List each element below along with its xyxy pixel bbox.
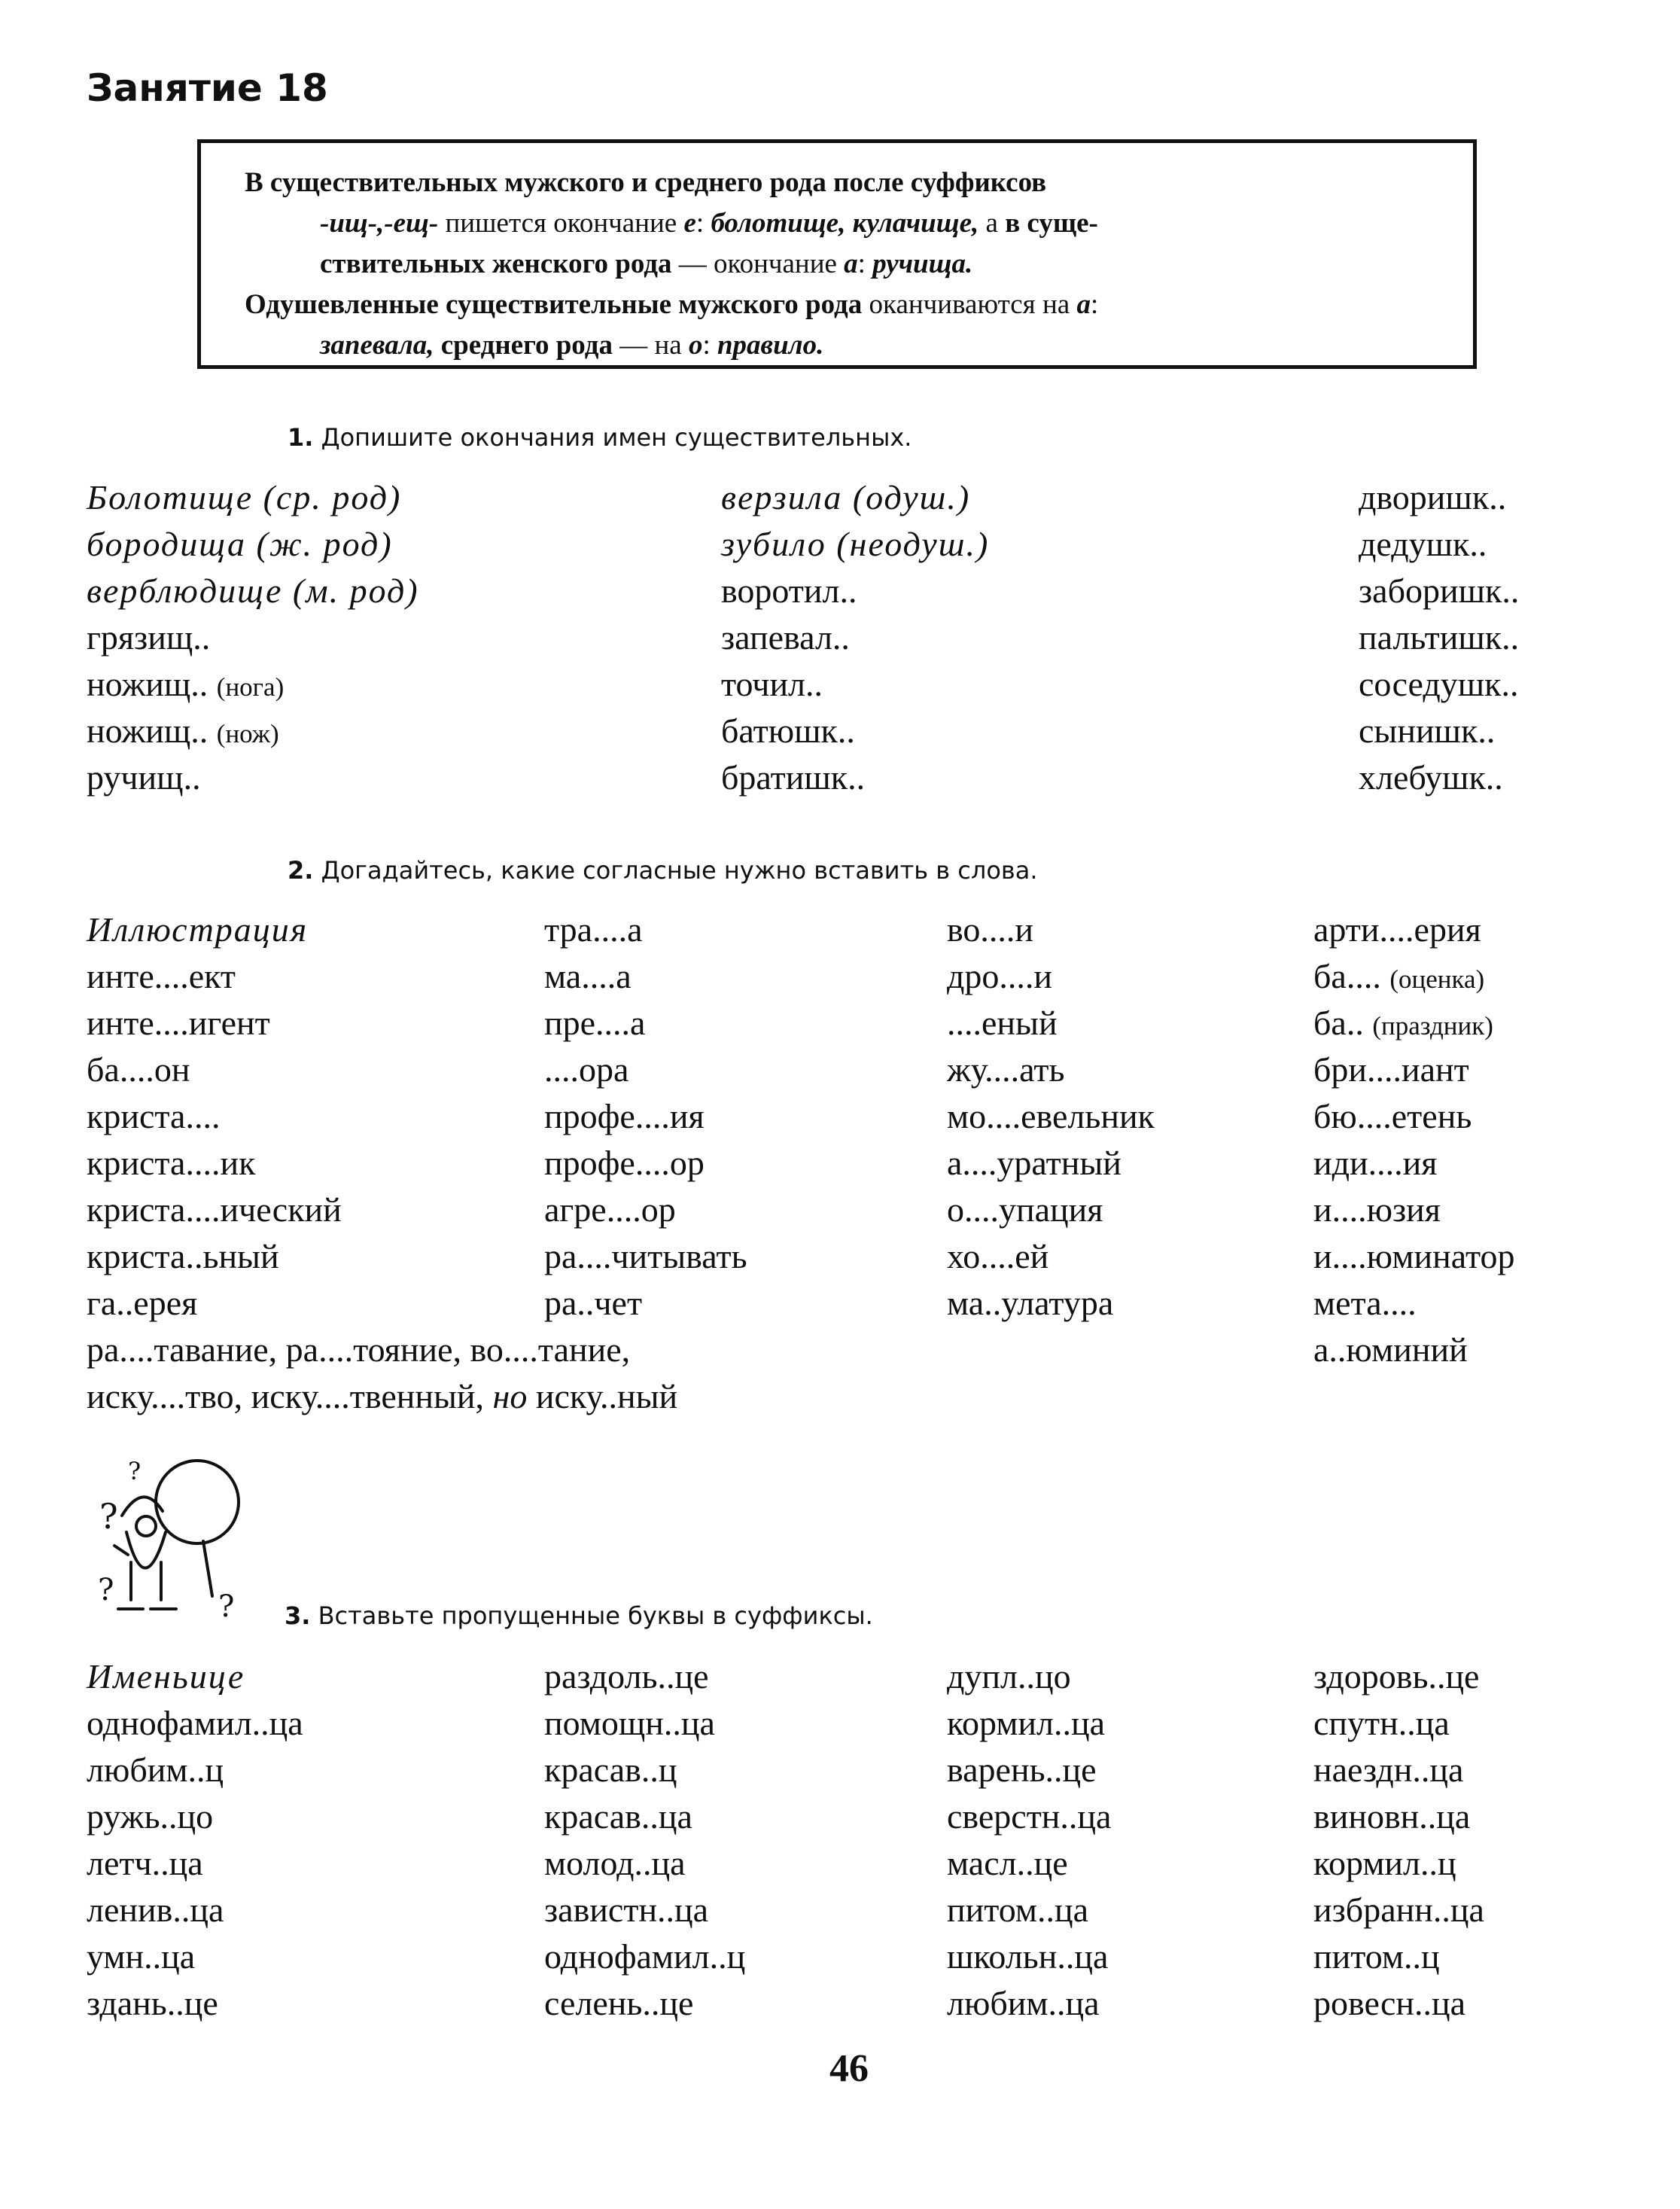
task-2-heading <box>288 856 1038 885</box>
word-text: ленив..ца <box>87 1891 224 1929</box>
word-item <box>87 1840 303 1887</box>
word-text: ма....а <box>544 957 632 995</box>
word-item <box>947 1653 1111 1700</box>
word-text: профе....ия <box>544 1097 705 1135</box>
word-text: иску....тво, иску....твенный, <box>87 1377 484 1415</box>
word-item <box>544 1000 747 1047</box>
gnome-pipe <box>114 1546 128 1555</box>
word-item <box>87 1653 303 1700</box>
task-2-col-2 <box>544 906 747 1327</box>
word-text: ручищ.. <box>87 758 201 797</box>
colon: : <box>1090 289 1099 320</box>
word-item <box>1359 661 1519 708</box>
word-text: точил.. <box>721 665 823 703</box>
word-item <box>544 1093 747 1140</box>
task-number: 2. <box>288 856 314 885</box>
word-text: агре....ор <box>544 1190 676 1229</box>
word-text: а....уратный <box>947 1144 1122 1182</box>
word-item <box>947 1980 1111 2027</box>
word-item <box>1359 474 1519 521</box>
gnome-mascot-illustration <box>84 1449 254 1638</box>
word-text: красав..ц <box>544 1750 677 1789</box>
task-3-col-4 <box>1313 1653 1484 2027</box>
colon: : <box>702 330 711 361</box>
word-text: га..ерея <box>87 1284 198 1322</box>
word-text: хлебушк.. <box>1359 758 1503 797</box>
word-text: летч..ца <box>87 1844 203 1882</box>
word-item <box>544 1140 747 1187</box>
rule-text: Одушевленные существительные мужского рода <box>245 289 863 320</box>
word-item <box>1313 1140 1514 1187</box>
word-item <box>1313 1887 1484 1933</box>
task-3-col-2 <box>544 1653 745 2027</box>
magnifier-handle <box>203 1541 212 1596</box>
word-item <box>721 568 989 614</box>
task-number: 1. <box>288 423 314 452</box>
task-heading-text: Догадайтесь, какие согласные нужно вставить в слова. <box>321 856 1038 885</box>
task-1-col-3 <box>1359 474 1519 801</box>
word-text: пре....а <box>544 1004 646 1042</box>
word-text: заборишк.. <box>1359 571 1520 610</box>
word-item <box>87 1887 303 1933</box>
word-item <box>1359 521 1519 568</box>
word-text: питом..ца <box>947 1891 1088 1929</box>
ending-letter: а <box>844 248 858 279</box>
word-text: ба.... <box>1313 957 1381 995</box>
word-text: любим..ца <box>947 1984 1100 2022</box>
question-mark-icon: ? <box>218 1589 235 1624</box>
word-note: (нога) <box>216 672 285 702</box>
word-text: масл..це <box>947 1844 1068 1882</box>
lesson-title: Занятие 18 <box>87 66 328 110</box>
word-text: ровесн..ца <box>1313 1984 1466 2022</box>
word-item <box>947 1093 1155 1140</box>
word-item <box>947 1840 1111 1887</box>
word-text: виновн..ца <box>1313 1797 1471 1836</box>
magnifier-lens <box>156 1461 239 1543</box>
rule-text: среднего рода <box>440 330 613 361</box>
word-text: профе....ор <box>544 1144 705 1182</box>
word-text: батюшк.. <box>721 711 855 750</box>
word-text: ма..улатура <box>947 1284 1114 1322</box>
task-1-heading <box>288 423 912 452</box>
word-text: запевал.. <box>721 618 850 657</box>
word-item <box>721 661 989 708</box>
rule-line-4 <box>245 285 1435 325</box>
rule-line-2 <box>245 203 1435 244</box>
word-item <box>947 953 1155 1000</box>
word-item <box>947 1233 1155 1280</box>
word-item <box>87 1747 303 1793</box>
word-item <box>1313 1047 1514 1093</box>
word-text: сынишк.. <box>1359 711 1496 750</box>
word-item <box>1313 1327 1514 1373</box>
word-item <box>544 1047 747 1093</box>
word-item <box>544 906 747 953</box>
word-item <box>947 1700 1111 1747</box>
word-text: ножищ.. <box>87 665 208 703</box>
word-text: дупл..цо <box>947 1657 1071 1696</box>
word-text: жу....ать <box>947 1050 1065 1089</box>
word-item <box>1313 953 1514 1000</box>
rule-line-1 <box>245 163 1435 203</box>
example-text: запевала, <box>320 330 434 361</box>
word-item <box>544 1747 745 1793</box>
word-item <box>87 661 419 708</box>
task-heading-text: Допишите окончания имен существительных. <box>321 423 912 452</box>
task-3-heading <box>285 1601 873 1630</box>
task-1-col-1 <box>87 474 419 801</box>
word-item <box>1313 1700 1484 1747</box>
word-item <box>87 568 419 614</box>
word-item <box>87 614 419 661</box>
word-text: питом..ц <box>1313 1937 1440 1976</box>
word-text: инте....игент <box>87 1004 270 1042</box>
word-text: ра....тавание, ра....тояние, во....тание, <box>87 1330 631 1369</box>
word-text: ....еный <box>947 1004 1058 1042</box>
word-item <box>947 1047 1155 1093</box>
task-2-col-3 <box>947 906 1155 1327</box>
word-note: (праздник) <box>1372 1011 1493 1041</box>
word-text: кормил..ц <box>1313 1844 1456 1882</box>
word-item <box>544 1980 745 2027</box>
task-3-col-1 <box>87 1653 303 2027</box>
page-number: 46 <box>829 2047 869 2090</box>
ending-letter: е <box>683 208 696 239</box>
word-text: молод..ца <box>544 1844 686 1882</box>
word-text: кормил..ца <box>947 1704 1106 1742</box>
task-3-col-3 <box>947 1653 1111 2027</box>
word-text: спутн..ца <box>1313 1704 1450 1742</box>
word-text: избранн..ца <box>1313 1891 1484 1929</box>
word-text: дро....и <box>947 957 1053 995</box>
word-note: (оценка) <box>1389 964 1485 994</box>
word-text: здоровь..це <box>1313 1657 1480 1696</box>
word-text: ра..чет <box>544 1284 643 1322</box>
word-text: верблюдище (м. род) <box>87 571 419 610</box>
word-text: ра....читывать <box>544 1237 747 1275</box>
word-text: Иллюстрация <box>87 910 309 949</box>
word-item <box>1313 1980 1484 2027</box>
word-item <box>1313 1280 1514 1327</box>
colon: : <box>695 208 705 239</box>
colon: : <box>857 248 866 279</box>
word-item <box>87 1327 677 1373</box>
word-item <box>1313 1000 1514 1047</box>
word-item <box>544 1840 745 1887</box>
word-item <box>947 1187 1155 1233</box>
word-text: о....упация <box>947 1190 1103 1229</box>
word-item <box>1313 1793 1484 1840</box>
word-item <box>1359 568 1519 614</box>
word-text: и....юзия <box>1313 1190 1441 1229</box>
word-text: зубило (неодуш.) <box>721 525 990 563</box>
word-text: умн..ца <box>87 1937 196 1976</box>
word-text: селень..це <box>544 1984 694 2022</box>
word-text: а..юминий <box>1313 1330 1468 1369</box>
word-item <box>1313 1093 1514 1140</box>
task-1-col-2 <box>721 474 989 801</box>
word-item <box>1313 1840 1484 1887</box>
word-text: красав..ца <box>544 1797 692 1836</box>
word-text: бри....иант <box>1313 1050 1469 1089</box>
word-text: бю....етень <box>1313 1097 1472 1135</box>
word-item <box>544 1887 745 1933</box>
word-item <box>87 708 419 754</box>
task-number: 3. <box>285 1601 311 1630</box>
word-text: воротил.. <box>721 571 857 610</box>
word-text: школьн..ца <box>947 1937 1109 1976</box>
dash: — <box>678 248 707 279</box>
word-text: хо....ей <box>947 1237 1049 1275</box>
suffix-text: -ищ-,-ещ- <box>320 208 439 239</box>
word-text: арти....ерия <box>1313 910 1481 949</box>
word-item <box>947 1280 1155 1327</box>
word-item <box>1313 1747 1484 1793</box>
word-text: здань..це <box>87 1984 218 2022</box>
word-text: мета.... <box>1313 1284 1417 1322</box>
rule-text: пишется окончание <box>445 208 677 239</box>
word-text: криста.... <box>87 1097 221 1135</box>
word-text: раздоль..це <box>544 1657 709 1696</box>
ending-letter: а <box>1076 289 1091 320</box>
word-text: мо....евельник <box>947 1097 1155 1135</box>
rule-text: ствительных женского рода <box>320 248 672 279</box>
word-item <box>87 474 419 521</box>
word-text: дедушк.. <box>1359 525 1487 563</box>
word-item <box>721 474 989 521</box>
word-text: пальтишк.. <box>1359 618 1520 657</box>
word-text: ....ора <box>544 1050 629 1089</box>
word-text: иску..ный <box>535 1377 678 1415</box>
word-text: сверстн..ца <box>947 1797 1112 1836</box>
word-text: дворишк.. <box>1359 478 1507 516</box>
rule-text: окончание <box>713 248 837 279</box>
word-text: Именьице <box>87 1657 245 1696</box>
word-item <box>1313 1653 1484 1700</box>
task-2-col-4 <box>1313 906 1514 1373</box>
word-item <box>721 614 989 661</box>
task-heading-text: Вставьте пропущенные буквы в суффиксы. <box>318 1601 873 1630</box>
word-item <box>721 521 989 568</box>
word-text: инте....ект <box>87 957 236 995</box>
word-text: наездн..ца <box>1313 1750 1464 1789</box>
rule-text: а <box>985 208 998 239</box>
word-item <box>1313 1933 1484 1980</box>
word-text: любим..ц <box>87 1750 224 1789</box>
word-text: грязищ.. <box>87 618 211 657</box>
word-text: криста....ический <box>87 1190 342 1229</box>
word-item <box>87 754 419 801</box>
word-item <box>87 1980 303 2027</box>
word-item <box>544 1933 745 1980</box>
word-item <box>947 1887 1111 1933</box>
question-mark-icon: ? <box>98 1573 114 1607</box>
word-text: братишк.. <box>721 758 866 797</box>
word-text: однофамил..ц <box>544 1937 746 1976</box>
word-item <box>947 906 1155 953</box>
word-text: во....и <box>947 910 1034 949</box>
word-text: Болотище (ср. род) <box>87 478 402 516</box>
rule-text: в суще- <box>1005 208 1098 239</box>
word-item <box>544 1233 747 1280</box>
word-text: ба.. <box>1313 1004 1364 1042</box>
example-text: болотище, кулачище, <box>711 208 979 239</box>
rule-line-5 <box>245 325 1435 366</box>
word-text: ба....он <box>87 1050 190 1089</box>
question-mark-icon: ? <box>99 1496 118 1537</box>
word-text: бородища (ж. род) <box>87 525 393 563</box>
word-item <box>544 953 747 1000</box>
dash: — на <box>619 330 682 361</box>
word-item <box>87 521 419 568</box>
word-note: (нож) <box>216 719 279 748</box>
word-item <box>87 1933 303 1980</box>
word-item <box>947 1000 1155 1047</box>
word-item <box>947 1140 1155 1187</box>
word-text: и....юминатор <box>1313 1237 1515 1275</box>
word-item <box>947 1793 1111 1840</box>
word-text: однофамил..ца <box>87 1704 303 1742</box>
word-text: помощн..ца <box>544 1704 715 1742</box>
word-item <box>947 1747 1111 1793</box>
word-item <box>1359 614 1519 661</box>
word-text: ножищ.. <box>87 711 208 750</box>
word-item <box>1313 906 1514 953</box>
word-item <box>721 754 989 801</box>
word-text: криста....ик <box>87 1144 256 1182</box>
word-item <box>947 1933 1111 1980</box>
word-item <box>544 1653 745 1700</box>
conjunction-text: но <box>492 1377 528 1415</box>
rule-line-3 <box>245 244 1435 285</box>
example-text: правило. <box>717 330 824 361</box>
word-item <box>1313 1233 1514 1280</box>
word-text: ружь..цо <box>87 1797 214 1836</box>
word-item <box>1313 1187 1514 1233</box>
word-text: верзила (одуш.) <box>721 478 971 516</box>
word-item <box>87 1793 303 1840</box>
rule-box <box>197 139 1477 369</box>
word-item <box>87 1373 677 1420</box>
word-item <box>544 1700 745 1747</box>
example-text: ручища. <box>872 248 973 279</box>
rule-text: оканчиваются на <box>869 289 1070 320</box>
word-item <box>87 1700 303 1747</box>
word-text: криста..ьный <box>87 1237 279 1275</box>
word-item <box>544 1280 747 1327</box>
word-text: завистн..ца <box>544 1891 709 1929</box>
rule-text: В существительных мужского и среднего рода после суффиксов <box>245 167 1047 198</box>
word-text: варень..це <box>947 1750 1097 1789</box>
word-item <box>1359 708 1519 754</box>
word-text: тра....а <box>544 910 643 949</box>
ending-letter: о <box>688 330 703 361</box>
word-item <box>544 1793 745 1840</box>
word-item <box>1359 754 1519 801</box>
gnome-head <box>136 1516 156 1536</box>
word-text: соседушк.. <box>1359 665 1519 703</box>
word-item <box>721 708 989 754</box>
question-mark-icon: ? <box>128 1457 142 1485</box>
word-text: иди....ия <box>1313 1144 1438 1182</box>
word-item <box>544 1187 747 1233</box>
